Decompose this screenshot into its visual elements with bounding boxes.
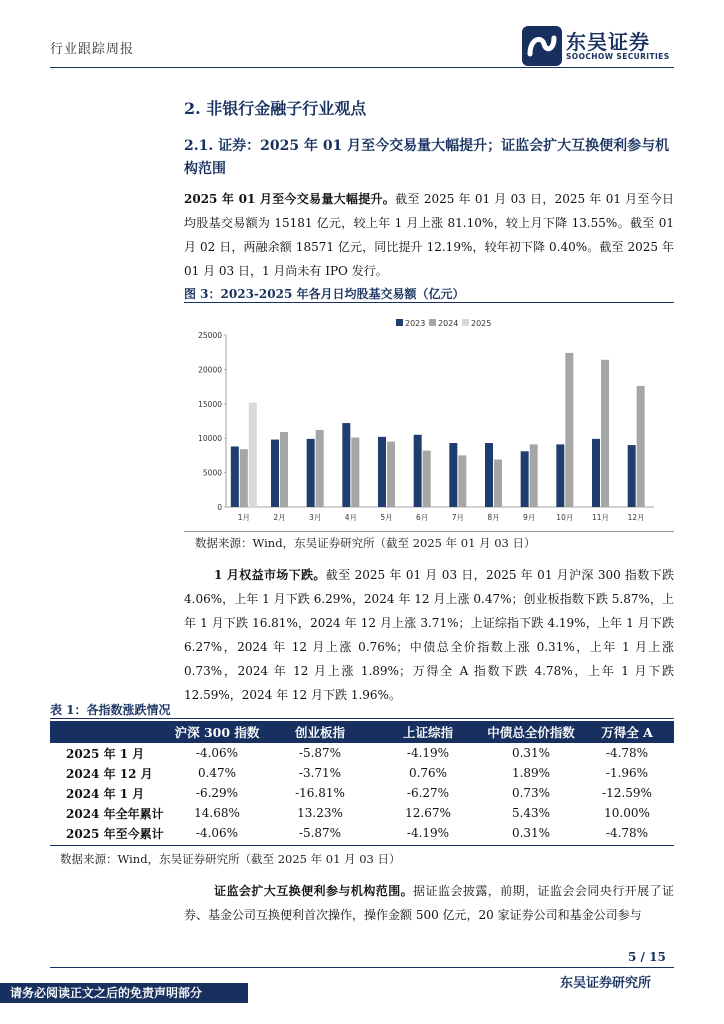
y-tick-label: 10000 — [198, 434, 222, 444]
table-source: 数据来源：Wind，东吴证券研究所（截至 2025 年 01 月 03 日） — [60, 852, 401, 866]
x-tick-label: 5月 — [380, 513, 393, 522]
company-logo — [522, 26, 672, 66]
x-tick-label: 8月 — [487, 513, 500, 522]
x-tick-label: 11月 — [591, 513, 610, 522]
index-table-wrap — [50, 721, 674, 843]
bar-2023 — [307, 439, 315, 507]
header-divider — [50, 67, 674, 68]
table-cell: 0.31% — [511, 746, 551, 760]
table-cell: 0.31% — [511, 826, 551, 840]
bar-2024 — [387, 442, 395, 507]
x-tick-label: 3月 — [309, 513, 322, 522]
bar-2023 — [521, 451, 529, 507]
table-body — [50, 743, 674, 843]
paragraph-body: 截至 2025 年 01 月 03 日，2025 年 01 月沪深 300 指数下跌 4.06%，上年 1 月下跌 6.29%，2024 年 12 月上涨 0.47%；创业板指数下跌 5.87%，上年 1 月下跌 16.81%，2024 年 12 月上涨 3.71%；上证综指下跌 4.19%，上年 1 月下跌 6.27%，2024 年 12 月上涨 0.76%；中债总全价指数上涨 0.31%，上年 1 月上涨 0.73%，2024 年 12 月上涨 1.89%；万得全 A 指数下跌 4.78%，上年 1 月下跌 12.59%，2024 年 12 月下跌 1.96%。 — [184, 568, 674, 702]
table-row — [50, 743, 674, 763]
paragraph-lead: 证监会扩大互换便利参与机构范围。 — [214, 884, 414, 898]
figure-title: 图 3：2023-2025 年各月日均股基交易额（亿元） — [184, 285, 674, 303]
legend-label: 2023 — [405, 319, 426, 328]
bar-chart — [184, 305, 674, 531]
x-tick-label: 2月 — [273, 513, 286, 522]
table-cell: -4.06% — [195, 746, 239, 760]
y-tick-label: 20000 — [198, 365, 222, 375]
table-cell: -5.87% — [298, 746, 342, 760]
bar-2024 — [601, 360, 609, 507]
chart-frame — [184, 305, 674, 532]
bar-2024 — [458, 455, 466, 507]
table-header-cell: 创业板指 — [266, 721, 374, 743]
paragraph-equity-market — [184, 563, 674, 707]
legend-swatch — [429, 319, 436, 326]
table-cell: -4.06% — [195, 826, 239, 840]
bar-2024 — [316, 430, 324, 507]
bar-2023 — [449, 443, 457, 507]
bar-2023 — [271, 440, 279, 507]
table-cell: -5.87% — [298, 826, 342, 840]
x-tick-label: 7月 — [451, 513, 464, 522]
table-header-cell: 上证综指 — [374, 721, 482, 743]
bar-2023 — [378, 437, 386, 507]
table-cell: 13.23% — [297, 806, 343, 820]
legend-swatch — [462, 319, 469, 326]
y-tick-label: 0 — [217, 503, 222, 512]
bar-2024 — [351, 438, 359, 507]
table-cell: 14.68% — [194, 806, 240, 820]
table-cell: 0.47% — [197, 766, 237, 780]
x-tick-label: 12月 — [627, 513, 645, 522]
table-bottom-rule — [50, 845, 674, 846]
table-cell: -16.81% — [295, 786, 345, 800]
report-type-label: 行业跟踪周报 — [50, 42, 135, 57]
legend-swatch — [396, 319, 403, 326]
table-cell: -4.19% — [406, 746, 450, 760]
table-cell: 0.73% — [511, 786, 551, 800]
y-tick-label: 25000 — [198, 331, 222, 340]
x-tick-label: 10月 — [556, 513, 574, 522]
bar-2025 — [249, 403, 257, 507]
table-cell: 5.43% — [511, 806, 551, 820]
table-cell: -4.78% — [605, 826, 649, 840]
bar-2024 — [530, 444, 538, 507]
table-row — [50, 763, 674, 783]
paragraph-swap-facility — [184, 879, 674, 927]
x-tick-label: 9月 — [523, 513, 536, 522]
table-cell: 0.76% — [408, 766, 448, 780]
table-cell: -3.71% — [298, 766, 342, 780]
x-tick-label: 6月 — [416, 513, 429, 522]
footer-institute: 东吴证券研究所 — [560, 976, 652, 991]
bar-2023 — [592, 439, 600, 507]
y-tick-label: 15000 — [198, 399, 222, 409]
paragraph-trading-volume — [184, 187, 674, 283]
bar-2023 — [485, 443, 493, 507]
page-number: 5 / 15 — [628, 950, 666, 964]
table-cell: 1.89% — [511, 766, 551, 780]
y-tick-label: 5000 — [202, 468, 222, 478]
bar-2023 — [342, 423, 350, 507]
table-cell: 10.00% — [604, 806, 650, 820]
section-title: 2. 非银行金融子行业观点 — [184, 99, 367, 118]
x-tick-label: 1月 — [237, 513, 250, 522]
table-header-cell — [50, 721, 168, 743]
table-cell: -6.29% — [195, 786, 239, 800]
bar-2024 — [494, 460, 502, 507]
paragraph-body: 截至 2025 年 01 月 03 日，2025 年 01 月至今日均股基交易额为 15181 亿元，较上年 1 月上涨 81.10%，较上月下降 13.55%。截至 01 月 02 日，两融余额 18571 亿元，同比提升 12.19%，较年初下降 0.40%。截至 2025 年 01 月 03 日，1 月尚未有 IPO 发行。 — [184, 192, 674, 278]
table-header-cell: 万得全 A — [580, 721, 674, 743]
logo-text-en: SOOCHOW SECURITIES — [566, 52, 670, 61]
figure-source: 数据来源：Wind，东吴证券研究所（截至 2025 年 01 月 03 日） — [195, 536, 536, 550]
table-cell: 12.67% — [405, 806, 451, 820]
bar-2024 — [280, 432, 288, 507]
logo-text-cn: 东吴证券 — [566, 30, 650, 54]
table-cell: -6.27% — [406, 786, 450, 800]
bar-2024 — [240, 449, 248, 507]
bar-2023 — [556, 444, 564, 507]
table-cell: -4.19% — [406, 826, 450, 840]
bar-2024 — [637, 386, 645, 507]
subsection-title: 2.1. 证券：2025 年 01 月至今交易量大幅提升；证监会扩大互换便利参与机构范围 — [184, 138, 670, 177]
bar-2024 — [423, 451, 431, 507]
table-row-label: 2024 年全年累计 — [66, 806, 164, 821]
paragraph-body: 据证监会披露，前期，证监会会同央行开展了证券、基金公司互换便利首次操作，操作金额 500 亿元，20 家证券公司和基金公司参与 — [184, 884, 674, 922]
x-tick-label: 4月 — [344, 513, 357, 522]
table-header-cell: 中债总全价指数 — [482, 721, 580, 743]
bar-2024 — [565, 353, 573, 507]
table-cell: -1.96% — [605, 766, 649, 780]
footer-divider — [50, 967, 674, 968]
table-cell: -12.59% — [602, 786, 652, 800]
table-row-label: 2024 年 1 月 — [66, 786, 145, 801]
bar-2023 — [231, 446, 239, 507]
table-row-label: 2025 年至今累计 — [66, 826, 164, 841]
disclaimer-banner: 请务必阅读正文之后的免责声明部分 — [0, 983, 248, 1003]
table-row-label: 2025 年 1 月 — [66, 746, 145, 761]
table-cell: -4.78% — [605, 746, 649, 760]
table-row-label: 2024 年 12 月 — [66, 766, 153, 781]
table-row — [50, 803, 674, 823]
table-header-row — [50, 721, 674, 743]
logo-mark-icon — [522, 26, 562, 66]
paragraph-lead: 2025 年 01 月至今交易量大幅提升。 — [184, 192, 396, 206]
table-row — [50, 823, 674, 843]
legend-label: 2024 — [438, 319, 459, 328]
table-row — [50, 783, 674, 803]
table-header-cell: 沪深 300 指数 — [168, 721, 266, 743]
legend-label: 2025 — [471, 319, 492, 328]
index-table — [50, 721, 674, 843]
table-title: 表 1：各指数涨跌情况 — [50, 701, 674, 719]
bar-2023 — [628, 445, 636, 507]
bar-2023 — [414, 435, 422, 507]
paragraph-lead: 1 月权益市场下跌。 — [214, 568, 326, 582]
